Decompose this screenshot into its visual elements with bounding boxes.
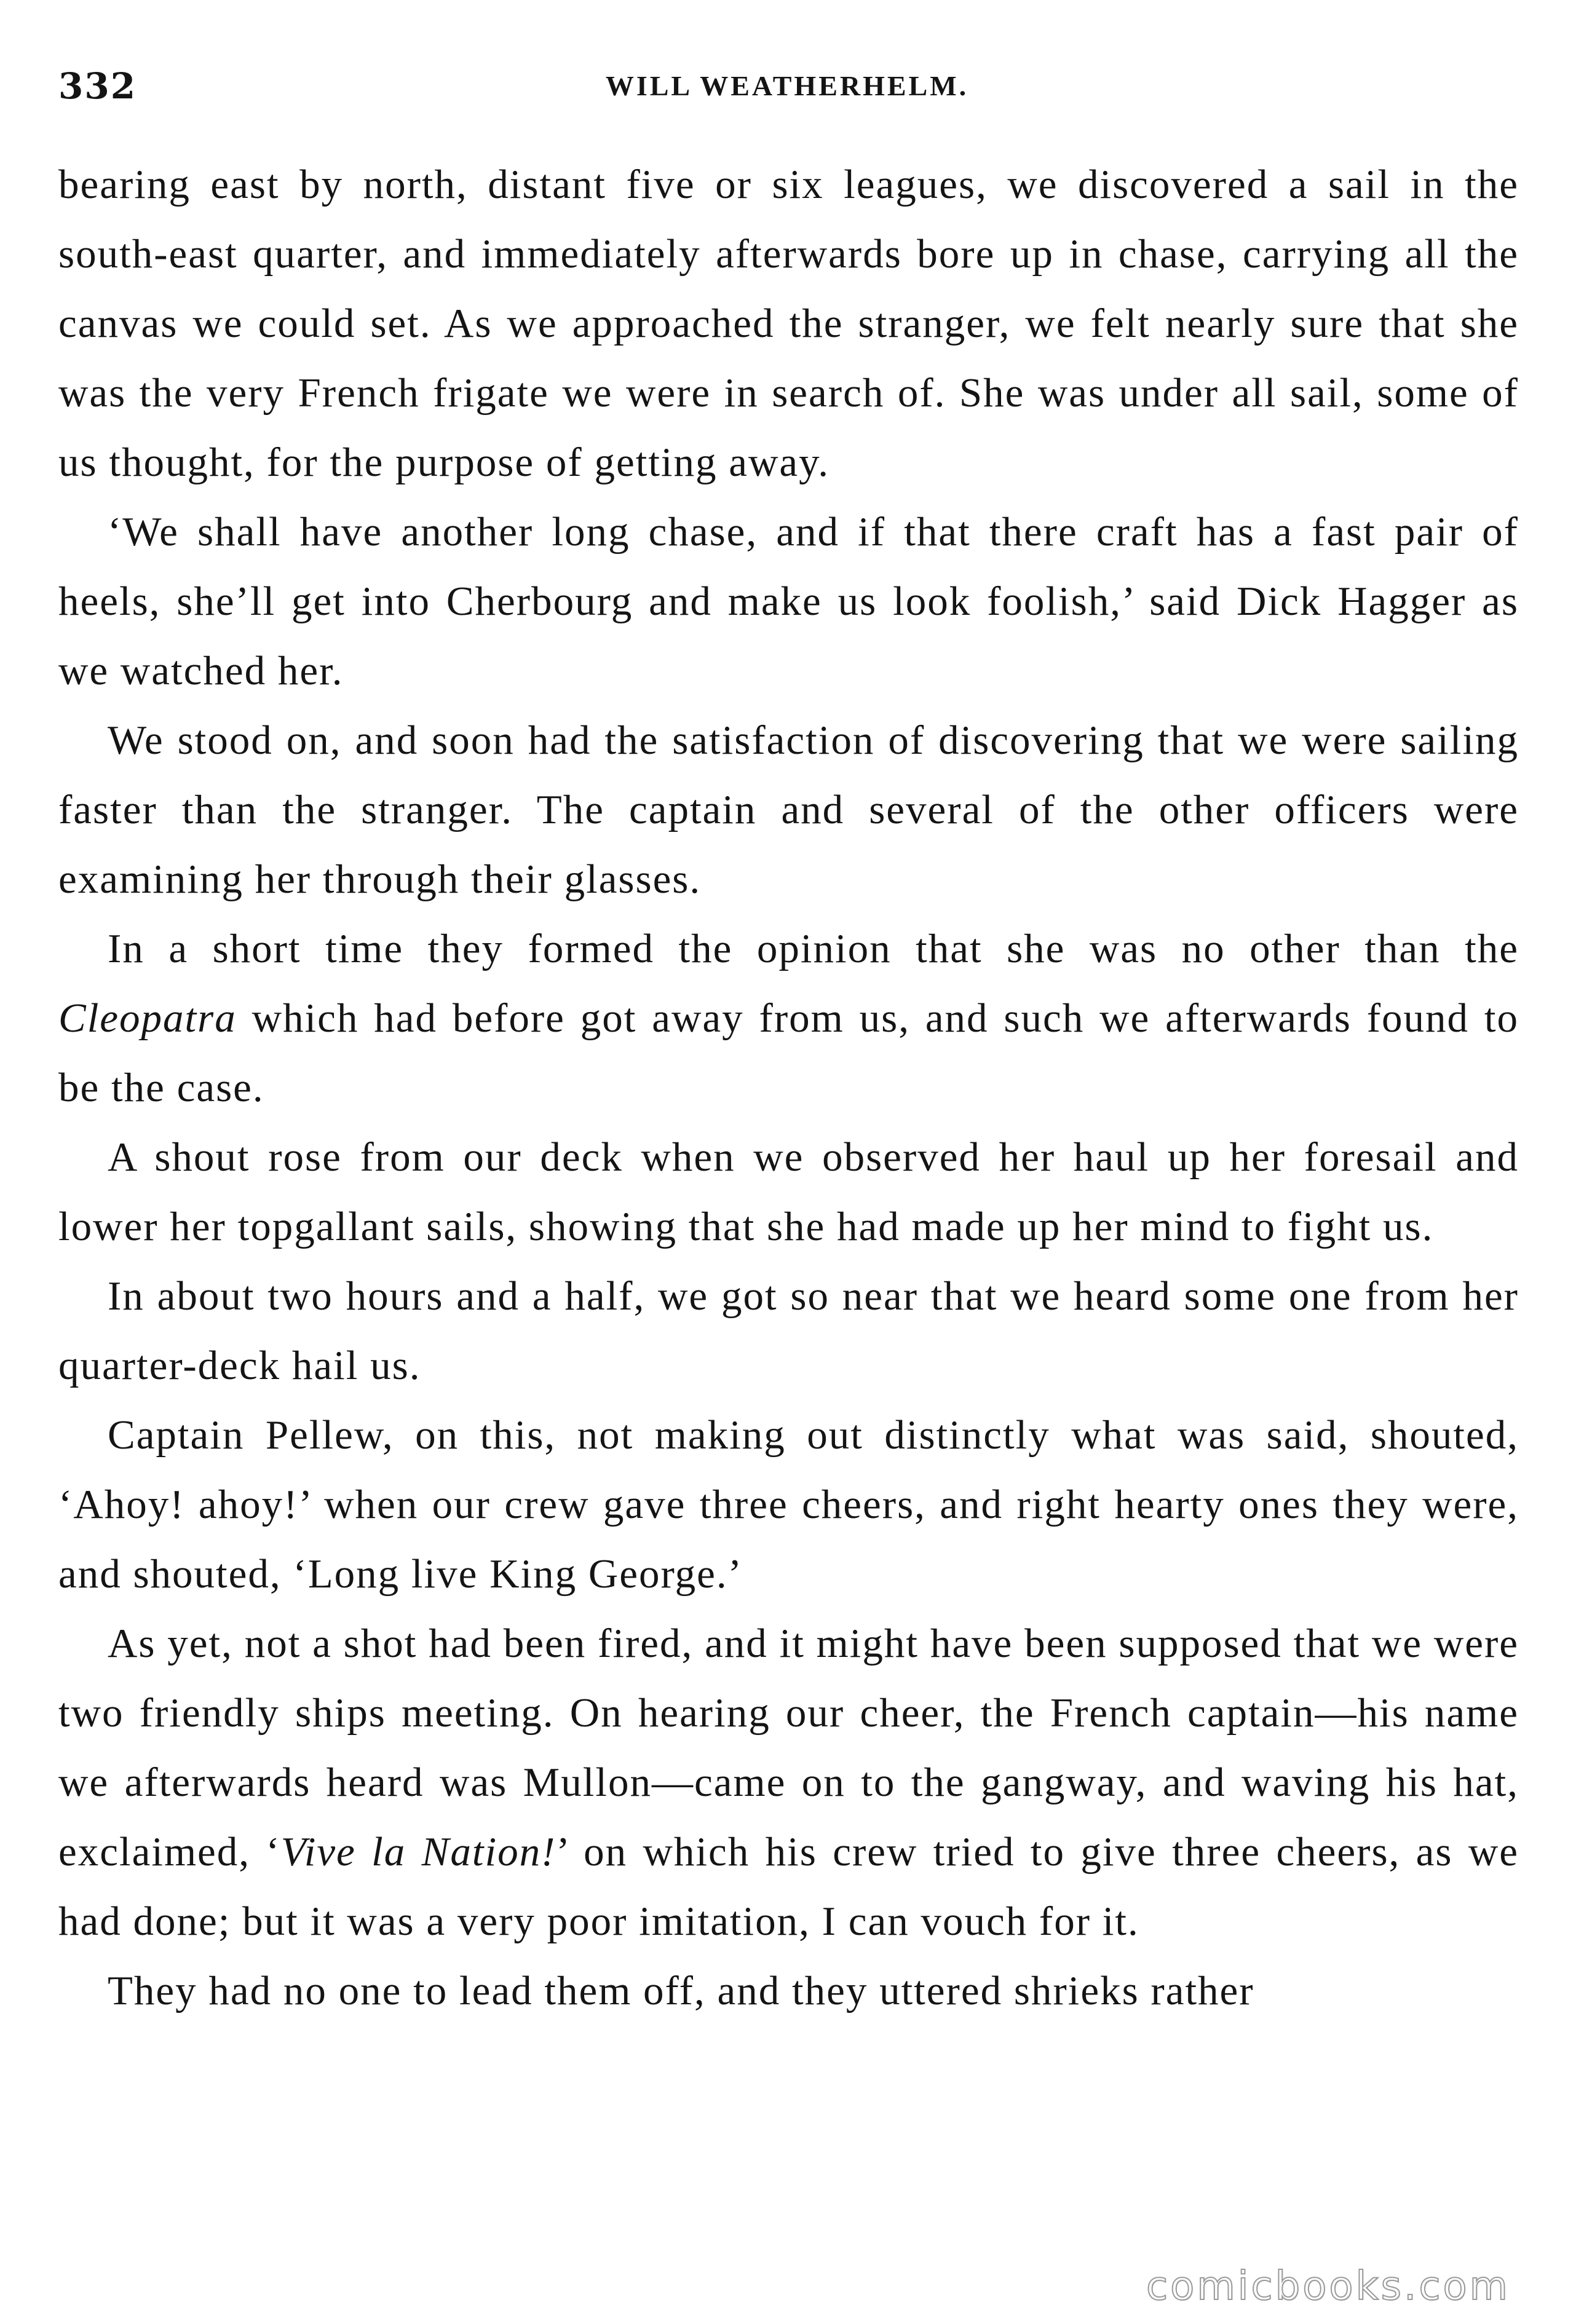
italic-text: Cleopatra [58, 995, 237, 1041]
paragraph [58, 1123, 1519, 1262]
italic-text: Vive la Nation! [280, 1829, 556, 1875]
paragraph [58, 1401, 1519, 1609]
paragraph [58, 497, 1519, 706]
text-run: Captain Pellew, on this, not making out distinctly what was said, shouted, ‘Ahoy! ahoy!’ when our crew gave three cheers, and right hearty ones they were, and shouted, ‘Long live King George.’ [58, 1412, 1519, 1597]
text-run: In about two hours and a half, we got so near that we heard some one from her quarter-deck hail us. [58, 1273, 1519, 1388]
text-run: bearing east by north, distant five or six leagues, we discovered a sail in the south-east quarter, and immediately afterwards bore up in chase, carrying all the canvas we could set. As we approached the stranger, we felt nearly sure that she was the very French frigate we were in search of. She was under all sail, some of us thought, for the purpose of getting away. [58, 162, 1519, 485]
paragraph [58, 914, 1519, 1123]
paragraph [58, 150, 1519, 497]
text-run: In a short time they formed the opinion that she was no other than the [108, 926, 1519, 971]
text-run: They had no one to lead them off, and they uttered shrieks rather [108, 1968, 1254, 2014]
text-run: ‘We shall have another long chase, and if that there craft has a fast pair of heels, she’ll get into Cherbourg and make us look foolish,’ said Dick Hagger as we watched her. [58, 509, 1519, 694]
paragraph [58, 1956, 1519, 2026]
text-run: which had before got away from us, and such we afterwards found to be the case. [58, 995, 1519, 1110]
page-number: 332 [58, 65, 137, 107]
running-title: WILL WEATHERHELM. [605, 70, 969, 101]
paragraph [58, 1262, 1519, 1401]
paragraph [58, 706, 1519, 914]
page-header [58, 61, 1516, 111]
watermark: comicbooks.com [1146, 2264, 1510, 2309]
paragraph [58, 1609, 1519, 1956]
text-run: As yet, not a shot had been fired, and it might have been supposed that we were two friendly ships meeting. On hearing our cheer, the French captain—his name we afterwards heard was Mullon—came on to the gangway, and waving his hat, exclaimed, ‘ [58, 1621, 1519, 1875]
body-text [58, 150, 1519, 2026]
text-run: ’ on which his crew tried to give three cheers, as we had done; but it was a very poor imitation, I can vouch for it. [58, 1829, 1519, 1944]
text-run: We stood on, and soon had the satisfaction of discovering that we were sailing faster than the stranger. The captain and several of the other officers were examining her through their glasses. [58, 717, 1519, 902]
text-run: A shout rose from our deck when we observed her haul up her foresail and lower her topgallant sails, showing that she had made up her mind to fight us. [58, 1134, 1519, 1249]
